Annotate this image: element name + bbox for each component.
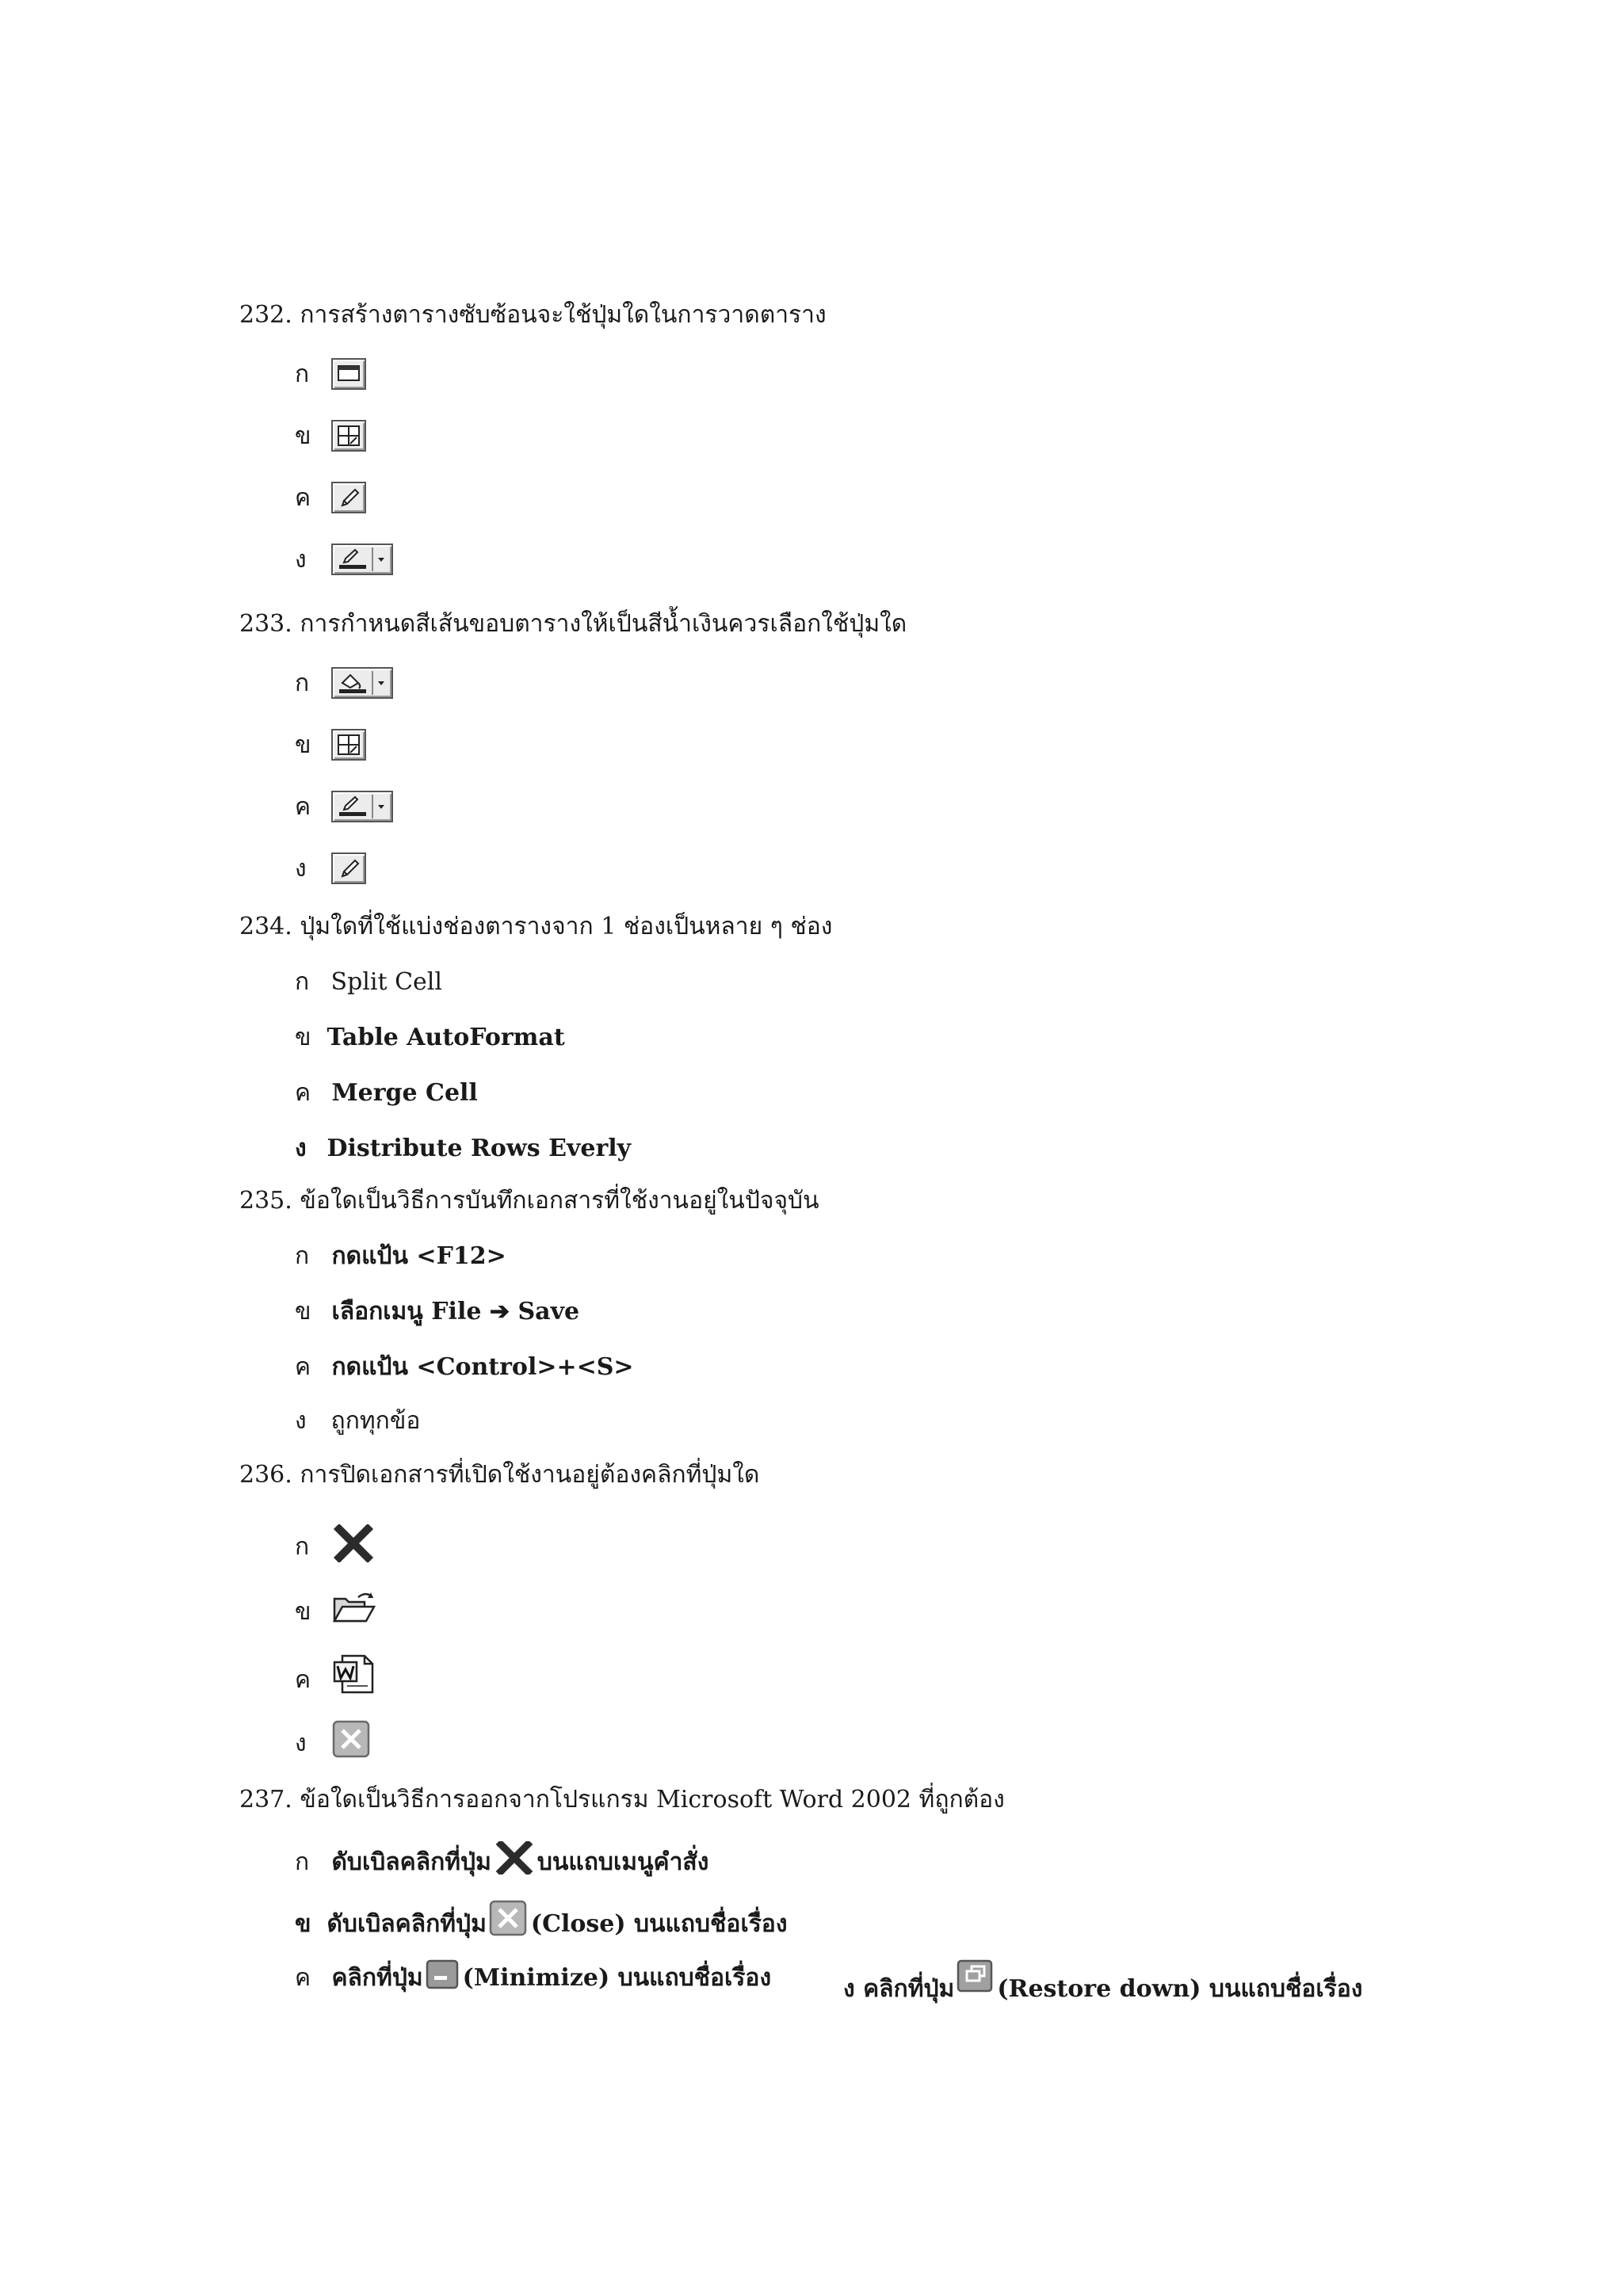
option-text: กดแป้น <F12> (331, 1242, 506, 1270)
close-x-icon (331, 1524, 376, 1571)
option-text: Table AutoFormat (327, 1024, 565, 1051)
option-label: ค (295, 1079, 311, 1107)
option-text: ดับเบิลคลิกที่ปุ่ม (331, 1848, 491, 1876)
word-document-icon (331, 1654, 376, 1704)
option-237-a (295, 1841, 708, 1883)
option-233-d (295, 852, 366, 885)
option-233-b (295, 729, 366, 761)
option-label: ก (295, 360, 310, 388)
option-234-c (295, 1077, 478, 1109)
option-label: ง (295, 1135, 307, 1162)
close-button-icon (331, 1719, 372, 1768)
option-label: ข (295, 1024, 311, 1051)
question-236 (239, 1459, 759, 1491)
line-style-dropdown-icon (331, 543, 393, 575)
option-text: Merge Cell (331, 1079, 478, 1107)
option-label: ง (295, 546, 307, 574)
pencil-icon (331, 852, 366, 884)
arrow-right-icon: ➔ (489, 1298, 510, 1325)
option-237-b (295, 1900, 787, 1945)
option-233-c (295, 791, 393, 823)
question-number: 233. (239, 610, 292, 638)
option-label: ค (295, 1666, 311, 1694)
option-235-c (295, 1352, 634, 1383)
option-label: ข (295, 1598, 311, 1626)
option-235-d (295, 1405, 420, 1437)
option-text: คลิกที่ปุ่ม (863, 1975, 955, 2003)
option-235-b (295, 1296, 579, 1328)
shading-color-dropdown-icon (331, 667, 393, 699)
option-text-save: Save (517, 1298, 580, 1325)
option-232-c (295, 482, 366, 514)
question-text: ปุ่มใดที่ใช้แบ่งช่องตารางจาก 1 ช่องเป็นหลาย ๆ ช่อง (300, 913, 833, 940)
question-number: 235. (239, 1187, 292, 1215)
table-grid-icon (331, 420, 366, 452)
option-236-c (295, 1654, 376, 1704)
option-label: ก (295, 968, 310, 996)
option-label: ก (295, 1533, 310, 1561)
option-234-d (295, 1133, 631, 1165)
question-number: 232. (239, 301, 292, 329)
option-235-a (295, 1241, 506, 1272)
option-text: ถูกทุกข้อ (330, 1407, 421, 1435)
close-x-icon (493, 1841, 536, 1883)
option-236-b (295, 1589, 379, 1636)
question-number: 237. (239, 1786, 292, 1814)
question-text: การกำหนดสีเส้นขอบตารางให้เป็นสีน้ำเงินควรเลือกใช้ปุ่มใด (300, 610, 907, 638)
border-color-dropdown-icon (331, 791, 393, 822)
option-236-d (295, 1719, 372, 1768)
question-text: การปิดเอกสารที่เปิดใช้งานอยู่ต้องคลิกที่ปุ่มใด (300, 1461, 760, 1489)
option-237-c (295, 1958, 771, 1999)
option-text-suffix: (Close) บนแถบชื่อเรื่อง (530, 1910, 788, 1938)
question-232 (239, 299, 827, 331)
pencil-icon (331, 482, 366, 513)
option-232-b (295, 420, 366, 452)
option-text: Split Cell (330, 968, 442, 996)
option-label: ง (295, 1407, 307, 1435)
option-label: ง (843, 1975, 855, 2003)
option-232-d (295, 543, 393, 576)
option-label: ก (295, 669, 310, 697)
option-label: ข (295, 731, 311, 759)
option-label: ง (295, 1730, 307, 1757)
option-label: ค (295, 793, 311, 821)
option-234-b (295, 1022, 565, 1054)
option-label: ค (295, 1353, 311, 1381)
question-233 (239, 608, 907, 640)
option-label: ก (295, 1242, 310, 1270)
option-text: คลิกที่ปุ่ม (331, 1964, 423, 1992)
option-237-d (843, 1958, 1362, 2005)
minimize-button-icon (425, 1958, 461, 1999)
option-label: ค (295, 484, 311, 512)
open-folder-icon (331, 1589, 379, 1636)
option-label: ค (295, 1964, 311, 1992)
question-234 (239, 911, 832, 943)
option-label: ง (295, 855, 307, 883)
question-number: 236. (239, 1461, 292, 1489)
option-text-suffix: บนแถบเมนูคำสั่ง (537, 1848, 709, 1876)
table-grid-icon (331, 729, 366, 761)
option-text: Distribute Rows Everly (327, 1135, 632, 1162)
option-label: ก (295, 1848, 310, 1876)
option-text: เลือกเมนู File (331, 1298, 482, 1325)
option-label: ข (295, 422, 311, 450)
question-text: ข้อใดเป็นวิธีการออกจากโปรแกรม Microsoft Word 2002 ที่ถูกต้อง (300, 1786, 1005, 1814)
option-text-suffix: (Minimize) บนแถบชื่อเรื่อง (462, 1964, 772, 1992)
window-icon (331, 358, 366, 390)
option-label: ข (295, 1910, 311, 1938)
question-235 (239, 1185, 819, 1217)
option-text-suffix: (Restore down) บนแถบชื่อเรื่อง (997, 1975, 1363, 2003)
option-233-a (295, 667, 393, 700)
question-text: ข้อใดเป็นวิธีการบันทึกเอกสารที่ใช้งานอยู่ในปัจจุบัน (300, 1187, 819, 1215)
question-number: 234. (239, 913, 292, 940)
close-button-icon (488, 1900, 529, 1945)
restore-down-button-icon (956, 1958, 995, 2002)
option-text: ดับเบิลคลิกที่ปุ่ม (327, 1910, 487, 1938)
option-text: กดแป้น <Control>+<S> (331, 1353, 634, 1381)
question-237 (239, 1784, 1005, 1816)
option-236-a (295, 1524, 376, 1571)
question-text: การสร้างตารางซับซ้อนจะใช้ปุ่มใดในการวาดตาราง (300, 301, 827, 329)
option-234-a (295, 967, 442, 998)
option-label: ข (295, 1298, 311, 1325)
option-232-a (295, 358, 366, 391)
